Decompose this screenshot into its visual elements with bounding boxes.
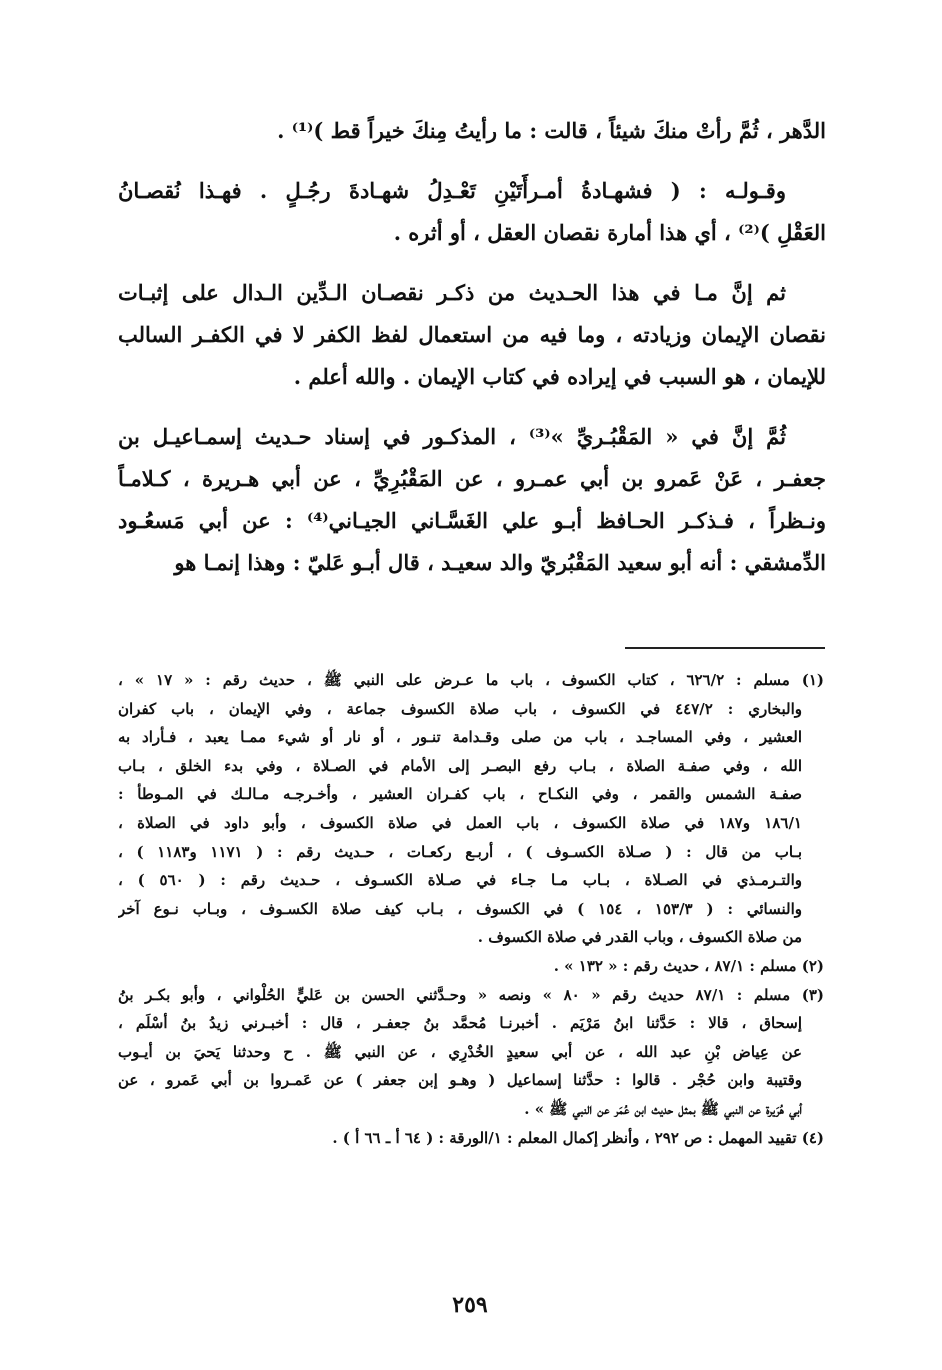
- footnote: [118, 952, 824, 981]
- text-line: للإيمان ، هو السبب في إيراده في كتاب الإيمان . والله أعلم .: [293, 364, 826, 389]
- footnote-separator: [625, 647, 825, 649]
- text-line: جعفـر ، عَنْ عَمرو بن أبي عمـرو ، عن المَقْبُرِيِّ ، عن أبي هـريرة ، كـلامـاً: [118, 466, 826, 491]
- paragraph: [118, 416, 826, 584]
- footnote-line: (٤) تقييد المهمل : ص ٢٩٢ ، وأنظر إكمال المعلم : ١/الورقة : ( ٦٤ أ ـ ٦٦ أ ) .: [332, 1128, 824, 1147]
- footnote-line: وقتيبة وابن حُجْر . قالوا : حدَّثنا إسماعيل ( وهـو إبن جعفر ) عن عَمـروا بن أبي عَمرو ، عن: [118, 1071, 802, 1090]
- paragraph: [118, 110, 826, 152]
- text-line: وقـولـه : ( فشهـادةُ أمـرأَتَيْنِ تَعْـدِلُ شهـادةَ رجُـلٍ . فهـذا نُقصـانُ: [118, 178, 786, 203]
- paragraph-gap: [118, 254, 826, 272]
- paragraph-gap: [118, 152, 826, 170]
- footnote-line: (١) مسلم : ٦٢٦/٢ ، كتاب الكسوف ، باب ما عـرض على النبي ﷺ ، حديث رقم : « ١٧ » ،: [118, 671, 824, 689]
- footnote: [118, 981, 824, 1124]
- footnote-line: والتـرمـذي في الصـلاة ، بـاب مـا جـاء في صـلاة الكسـوف ، حـديث رقم : ( ٥٦٠ ) ،: [118, 871, 802, 890]
- footnote-line: إسحاق ، قالا : حَدَّثنا ابنُ مَرْيَم . أخبرنـا مُحمَّد بنُ جعفـر ، قال : أخبـرني زيدُ بنُ أسْلَم ،: [118, 1014, 802, 1033]
- footnote-line: من صلاة الكسوف ، وباب القدر في صلاة الكسوف .: [477, 928, 802, 947]
- footnote-line: ١٨٦/١ و١٨٧ في صلاة الكسوف ، باب العمل في صلاة الكسوف ، وأبو داود في الصلاة ،: [118, 813, 802, 832]
- text-line: نقصان الإيمان وزيادته ، وما فيه من استعمال لفظ الكفر لا في الكفـر السالب: [118, 322, 826, 347]
- footnotes: [118, 666, 824, 1152]
- footnote-line: الله ، وفي صفـة الصلاة ، بـاب رفع البصـر إلى الأمام في الصـلاة ، وفي بدء الخلق ، بـاب: [118, 756, 802, 775]
- paragraph-gap: [118, 398, 826, 416]
- footnote-line: العشير ، وفي المساجـد ، باب من صلى وقـدامة تنـور ، أو نار أو شيء ممـا يعبد ، فـأراد به: [118, 728, 802, 747]
- footnote-line: عن عِياض بْنِ عبد الله ، عن أبي سعيدٍ الخُدْرِي ، عن النبي ﷺ . ح وحدثنا يَحيَ بن أيـوب: [118, 1042, 802, 1061]
- footnote: [118, 666, 824, 952]
- paragraph: [118, 272, 826, 398]
- footnote-line: أبي هُرَيرة عن النبي ﷺ بمثل حديث ابن عُمَر عن النبي ﷺ » .: [524, 1099, 802, 1118]
- text-line: ونـظراً ، فـذكـر الحـافظ أبـو علي الغَسَّـاني الجيـاني⁽⁴⁾ : عن أبي مَسعُـود: [118, 508, 826, 533]
- footnote-line: بـاب من قال : ( صـلاة الكسـوف ) ، أربـع ركعـات ، حـديث رقم : ( ١١٧١ و١١٨٣ ) ،: [118, 842, 802, 861]
- text-line: الدِّمشقي : أنه أبو سعيد المَقْبُريّ والد سعيـد ، قال أبـو عَليّ : وهذا إنمـا هو: [174, 550, 826, 575]
- page-number: ٢٥٩: [452, 1292, 488, 1318]
- text-line: ثُمَّ إنَّ في « المَقْبُـريِّ »⁽³⁾ ، المذكـور في إسناد حـديث إسمـاعيـل بن: [118, 424, 786, 449]
- footnote: [118, 1124, 824, 1153]
- text-line: ثم إنَّ مـا في هذا الحـديث من ذكـر نقصـان الـدِّين الـدال على إثبـات: [118, 280, 786, 305]
- main-text: [118, 110, 826, 584]
- footnote-line: والنسائي : ( ١٥٣/٣ ، ١٥٤ ) في الكسوف ، بـاب كيف صلاة الكسـوف ، وبـاب نـوع آخر: [118, 899, 802, 918]
- footnote-line: (٣) مسلم : ٨٧/١ حديث رقم « ٨٠ » ونصه « وحـدَّثني الحسن بن عَليٍّ الحُلْواني ، وأبو بكـر بنُ: [118, 985, 824, 1004]
- text-line: الدَّهر ، ثُمَّ رأتْ منكَ شيئاً ، قالت : ما رأيتُ مِنكَ خيراً قط )⁽¹⁾ .: [277, 118, 826, 143]
- footnote-line: صفـة الشمس والقمر ، وفي النكـاح ، باب كفـران العشير ، وأخـرجـه مـالـك في المـوطأ :: [118, 785, 802, 804]
- paragraph: [118, 170, 826, 254]
- footnote-line: والبخاري : ٤٤٧/٢ في الكسوف ، باب صلاة الكسوف جماعة ، وفي الإيمان ، باب كفران: [118, 699, 802, 718]
- text-line: العَقْلِ )⁽²⁾ ، أي هذا أمارة نقصان العقل ، أو أثره .: [393, 220, 826, 245]
- footnote-line: (٢) مسلم : ٨٧/١ ، حديث رقم : « ١٣٢ » .: [553, 956, 824, 975]
